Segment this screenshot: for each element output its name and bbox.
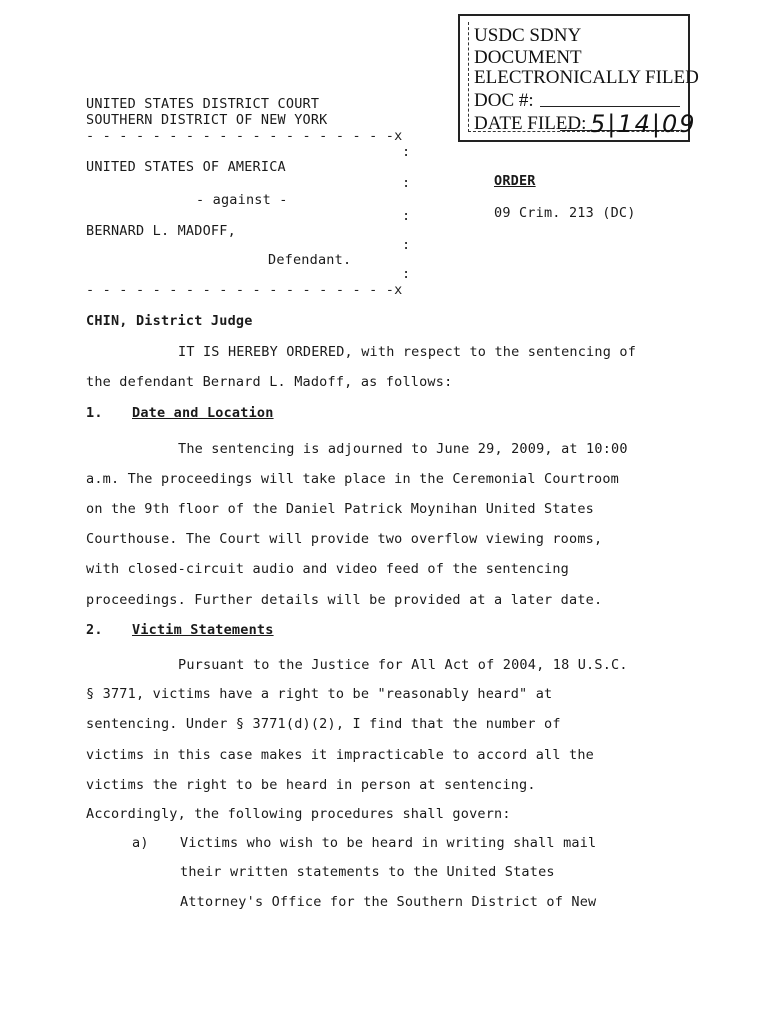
section-1-line: on the 9th floor of the Daniel Patrick Moynihan United States	[86, 501, 594, 517]
stamp-date-filed-label: DATE FILED:	[474, 113, 587, 134]
stamp-document: DOCUMENT	[474, 47, 582, 68]
section-2-line: sentencing. Under § 3771(d)(2), I find that the number of	[86, 716, 561, 732]
intro-line-1: IT IS HEREBY ORDERED, with respect to the sentencing of	[178, 344, 637, 360]
section-1-line: Courthouse. The Court will provide two overflow viewing rooms,	[86, 531, 603, 547]
section-2-line: victims the right to be heard in person at sentencing.	[86, 777, 536, 793]
judge-heading: CHIN, District Judge	[86, 313, 253, 329]
versus-text: - against -	[196, 192, 288, 208]
section-2-line: victims in this case makes it impracticable to accord all the	[86, 747, 594, 763]
stamp-doc-number-label: DOC #:	[474, 90, 534, 111]
item-a-line: their written statements to the United States	[180, 864, 555, 880]
section-2-line: Accordingly, the following procedures shall govern:	[86, 806, 511, 822]
defendant-name: BERNARD L. MADOFF,	[86, 223, 236, 239]
caption-colon: :	[402, 237, 411, 253]
stamp-electronically-filed: ELECTRONICALLY FILED	[474, 67, 699, 88]
stamp-handwritten-date: 5|14|09	[590, 110, 697, 138]
caption-rule-top: - - - - - - - - - - - - - - - - - - -x	[86, 128, 403, 144]
district-name: SOUTHERN DISTRICT OF NEW YORK	[86, 112, 328, 128]
case-number: 09 Crim. 213 (DC)	[494, 205, 636, 221]
section-1-number: 1.	[86, 405, 103, 421]
caption-colon: :	[402, 208, 411, 224]
plaintiff-name: UNITED STATES OF AMERICA	[86, 159, 286, 175]
section-1-line: a.m. The proceedings will take place in the Ceremonial Courtroom	[86, 471, 619, 487]
order-title: ORDER	[494, 173, 536, 189]
section-1-line: with closed-circuit audio and video feed of the sentencing	[86, 561, 570, 577]
section-2-line: Pursuant to the Justice for All Act of 2004, 18 U.S.C.	[178, 657, 628, 673]
section-2-number: 2.	[86, 622, 103, 638]
item-a-line: Attorney's Office for the Southern District of New	[180, 894, 597, 910]
section-2-title: Victim Statements	[132, 622, 274, 638]
item-a-line: Victims who wish to be heard in writing shall mail	[180, 835, 597, 851]
intro-line-2: the defendant Bernard L. Madoff, as follows:	[86, 374, 453, 390]
court-name: UNITED STATES DISTRICT COURT	[86, 96, 320, 112]
filing-stamp	[458, 14, 699, 142]
section-1-line: The sentencing is adjourned to June 29, 2009, at 10:00	[178, 441, 628, 457]
stamp-court: USDC SDNY	[474, 25, 582, 46]
section-1-line: proceedings. Further details will be provided at a later date.	[86, 592, 603, 608]
item-a-label: a)	[132, 835, 149, 851]
stamp-doc-rule	[540, 106, 680, 107]
section-2-line: § 3771, victims have a right to be "reasonably heard" at	[86, 686, 553, 702]
defendant-role: Defendant.	[268, 252, 352, 268]
caption-colon: :	[402, 144, 411, 160]
section-1-title: Date and Location	[132, 405, 274, 421]
caption-colon: :	[402, 175, 411, 191]
caption-rule-bottom: - - - - - - - - - - - - - - - - - - -x	[86, 282, 403, 298]
caption-colon: :	[402, 266, 411, 282]
